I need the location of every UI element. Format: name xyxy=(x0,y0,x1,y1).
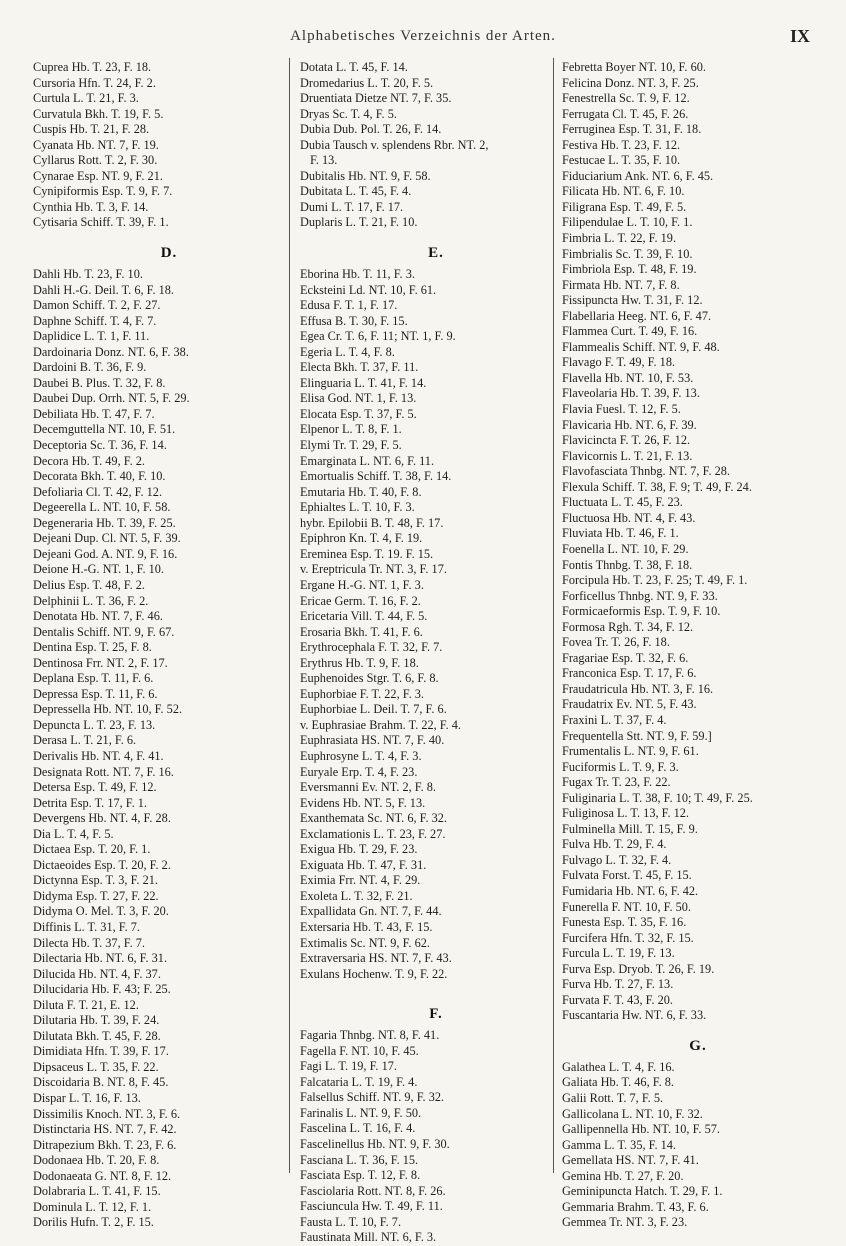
index-entry: Firmata Hb. NT. 7, F. 8. xyxy=(562,277,680,292)
index-entry: Forcipula Hb. T. 23, F. 25; T. 49, F. 1. xyxy=(562,573,748,588)
section-letter-g: G. xyxy=(689,1037,707,1054)
index-entry: Fraudatricula Hb. NT. 3, F. 16. xyxy=(562,681,714,696)
index-entry: Farinalis L. NT. 9, F. 50. xyxy=(300,1105,422,1120)
index-entry: Epiphron Kn. T. 4, F. 19. xyxy=(300,531,423,546)
index-entry: Gemmea Tr. NT. 3, F. 23. xyxy=(562,1215,688,1230)
index-entry: Fimbrialis Sc. T. 39, F. 10. xyxy=(562,246,693,261)
index-entry: Frumentalis L. NT. 9, F. 61. xyxy=(562,744,699,759)
index-entry: Euphenoides Stgr. T. 6, F. 8. xyxy=(300,671,439,686)
index-entry: Ecksteini Ld. NT. 10, F. 61. xyxy=(300,282,437,297)
index-entry: Fasciolaria Rott. NT. 8, F. 26. xyxy=(300,1183,446,1198)
index-entry: Fluctuata L. T. 45, F. 23. xyxy=(562,495,683,510)
index-entry: Egea Cr. T. 6, F. 11; NT. 1, F. 9. xyxy=(300,329,456,344)
index-entry: Depuncta L. T. 23, F. 13. xyxy=(33,717,156,732)
index-entry: Euphrasiata HS. NT. 7, F. 40. xyxy=(300,733,445,748)
index-entry: Dorilis Hufn. T. 2, F. 15. xyxy=(33,1215,154,1230)
index-entry: Daubei Dup. Orrh. NT. 5, F. 29. xyxy=(33,391,190,406)
index-entry: Falsellus Schiff. NT. 9, F. 32. xyxy=(300,1090,445,1105)
index-entry: Dictaeoides Esp. T. 20, F. 2. xyxy=(33,857,171,872)
index-entry: Exigua Hb. T. 29, F. 23. xyxy=(300,842,418,857)
index-entry: Frequentella Stt. NT. 9, F. 59.] xyxy=(562,728,712,743)
index-entry: Designata Rott. NT. 7, F. 16. xyxy=(33,764,174,779)
index-entry: Felicina Donz. NT. 3, F. 25. xyxy=(562,75,699,90)
index-entry: Formicaeformis Esp. T. 9, F. 10. xyxy=(562,604,721,619)
index-entry: F. 13. xyxy=(310,153,338,168)
index-entry: Detersa Esp. T. 49, F. 12. xyxy=(33,780,157,795)
index-entry: Ericae Germ. T. 16, F. 2. xyxy=(300,593,421,608)
index-entry: Daplidice L. T. 1, F. 11. xyxy=(33,329,150,344)
index-entry: Fiduciarium Ank. NT. 6, F. 45. xyxy=(562,168,714,183)
index-entry: Dejeani Dup. Cl. NT. 5, F. 39. xyxy=(33,531,181,546)
index-entry: Diffinis L. T. 31, F. 7. xyxy=(33,919,140,934)
index-column-3 xyxy=(562,60,834,1230)
index-entry: Depressella Hb. NT. 10, F. 52. xyxy=(33,702,183,717)
index-entry: Elocata Esp. T. 37, F. 5. xyxy=(300,406,417,421)
index-entry: Fuliginaria L. T. 38, F. 10; T. 49, F. 25. xyxy=(562,790,753,805)
index-entry: Dubitata L. T. 45, F. 4. xyxy=(300,184,412,199)
index-entry: Dubitalis Hb. NT. 9, F. 58. xyxy=(300,168,431,183)
page-header-title: Alphabetisches Verzeichnis der Arten. xyxy=(290,28,556,44)
index-entry: Dahli Hb. T. 23, F. 10. xyxy=(33,267,143,282)
section-letter-f: F. xyxy=(429,1006,443,1023)
index-entry: Dryas Sc. T. 4, F. 5. xyxy=(300,106,397,121)
index-entry: Cursoria Hfn. T. 24, F. 2. xyxy=(33,75,156,90)
index-entry: Daubei B. Plus. T. 32, F. 8. xyxy=(33,375,166,390)
index-entry: Euphrosyne L. T. 4, F. 3. xyxy=(300,748,422,763)
index-entry: Fuciformis L. T. 9, F. 3. xyxy=(562,759,679,774)
index-entry: Fagella F. NT. 10, F. 45. xyxy=(300,1043,419,1058)
index-entry: Furva Hb. T. 27, F. 13. xyxy=(562,977,674,992)
index-entry: Edusa F. T. 1, F. 17. xyxy=(300,298,398,313)
index-entry: Cynarae Esp. NT. 9, F. 21. xyxy=(33,168,163,183)
index-entry: Filipendulae L. T. 10, F. 1. xyxy=(562,215,693,230)
index-entry: Fasciata Esp. T. 12, F. 8. xyxy=(300,1168,421,1183)
index-entry: hybr. Epilobii B. T. 48, F. 17. xyxy=(300,515,444,530)
index-entry: Funerella F. NT. 10, F. 50. xyxy=(562,899,691,914)
index-entry: Fimbria L. T. 22, F. 19. xyxy=(562,231,677,246)
index-entry: Euphorbiae L. Deil. T. 7, F. 6. xyxy=(300,702,447,717)
entry-list xyxy=(562,60,834,1024)
index-entry: Degeerella L. NT. 10, F. 58. xyxy=(33,500,171,515)
index-entry: Emutaria Hb. T. 40, F. 8. xyxy=(300,484,422,499)
index-entry: Dominula L. T. 12, F. 1. xyxy=(33,1199,152,1214)
index-entry: Fasciana L. T. 36, F. 15. xyxy=(300,1152,419,1167)
index-entry: Flexula Schiff. T. 38, F. 9; T. 49, F. 24. xyxy=(562,479,752,494)
index-entry: Exulans Hochenw. T. 9, F. 22. xyxy=(300,966,448,981)
index-entry: Euphorbiae F. T. 22, F. 3. xyxy=(300,686,424,701)
index-entry: Gemellata HS. NT. 7, F. 41. xyxy=(562,1153,699,1168)
index-column-2 xyxy=(300,60,572,1245)
index-entry: Euryale Erp. T. 4, F. 23. xyxy=(300,764,418,779)
index-entry: Flabellaria Heeg. NT. 6, F. 47. xyxy=(562,308,712,323)
index-entry: Derivalis Hb. NT. 4, F. 41. xyxy=(33,748,164,763)
index-entry: Dromedarius L. T. 20, F. 5. xyxy=(300,75,434,90)
index-entry: Dentinosa Frr. NT. 2, F. 17. xyxy=(33,655,168,670)
index-entry: Dipsaceus L. T. 35, F. 22. xyxy=(33,1059,159,1074)
index-entry: Exanthemata Sc. NT. 6, F. 32. xyxy=(300,811,448,826)
index-entry: Eversmanni Ev. NT. 2, F. 8. xyxy=(300,780,436,795)
index-entry: Furva Esp. Dryob. T. 26, F. 19. xyxy=(562,961,715,976)
index-entry: Ephialtes L. T. 10, F. 3. xyxy=(300,500,415,515)
index-entry: Cytisaria Schiff. T. 39, F. 1. xyxy=(33,215,169,230)
index-entry: Erythrus Hb. T. 9, F. 18. xyxy=(300,655,419,670)
index-entry: Distinctaria HS. NT. 7, F. 42. xyxy=(33,1122,177,1137)
index-entry: Ericetaria Vill. T. 44, F. 5. xyxy=(300,609,428,624)
index-entry: Furvata F. T. 43, F. 20. xyxy=(562,992,673,1007)
index-entry: Gallicolana L. NT. 10, F. 32. xyxy=(562,1106,703,1121)
index-entry: Dejeani God. A. NT. 9, F. 16. xyxy=(33,546,178,561)
index-entry: Deione H.-G. NT. 1, F. 10. xyxy=(33,562,164,577)
index-entry: Dictynna Esp. T. 3, F. 21. xyxy=(33,873,158,888)
index-entry: Dilutata Bkh. T. 45, F. 28. xyxy=(33,1028,161,1043)
index-entry: Emortualis Schiff. T. 38, F. 14. xyxy=(300,469,452,484)
index-entry: Festucae L. T. 35, F. 10. xyxy=(562,153,681,168)
index-entry: Fascelinellus Hb. NT. 9, F. 30. xyxy=(300,1137,450,1151)
index-entry: Fenestrella Sc. T. 9, F. 12. xyxy=(562,91,690,106)
index-entry: Didyma O. Mel. T. 3, F. 20. xyxy=(33,904,169,919)
index-entry: Emarginata L. NT. 6, F. 11. xyxy=(300,453,435,468)
index-entry: Decorata Bkh. T. 40, F. 10. xyxy=(33,469,166,484)
index-entry: Gemina Hb. T. 27, F. 20. xyxy=(562,1168,684,1183)
index-entry: Elisa God. NT. 1, F. 13. xyxy=(300,391,417,406)
index-entry: Flavofasciata Thnbg. NT. 7, F. 28. xyxy=(562,464,730,479)
index-entry: Falcataria L. T. 19, F. 4. xyxy=(300,1074,418,1089)
index-entry: v. Ereptricula Tr. NT. 3, F. 17. xyxy=(300,562,447,577)
index-entry: Defoliaria Cl. T. 42, F. 12. xyxy=(33,484,163,499)
index-entry: Evidens Hb. NT. 5, F. 13. xyxy=(300,795,426,810)
index-entry: Dia L. T. 4, F. 5. xyxy=(33,826,114,841)
index-entry: Flavia Fuesl. T. 12, F. 5. xyxy=(562,402,681,417)
index-entry: Deceptoria Sc. T. 36, F. 14. xyxy=(33,438,167,453)
index-entry: Fulva Hb. T. 29, F. 4. xyxy=(562,837,667,852)
index-entry: Dilectaria Hb. NT. 6, F. 31. xyxy=(33,951,168,966)
index-entry: Fluctuosa Hb. NT. 4, F. 43. xyxy=(562,510,696,525)
index-entry: Fragariae Esp. T. 32, F. 6. xyxy=(562,650,689,665)
index-entry: Devergens Hb. NT. 4, F. 28. xyxy=(33,811,171,826)
index-entry: Dotata L. T. 45, F. 14. xyxy=(300,60,408,74)
index-entry: Delphinii L. T. 36, F. 2. xyxy=(33,593,149,608)
index-entry: Dilucida Hb. NT. 4, F. 37. xyxy=(33,966,161,981)
index-entry: Geminipuncta Hatch. T. 29, F. 1. xyxy=(562,1184,723,1199)
index-entry: Fraxini L. T. 37, F. 4. xyxy=(562,712,667,727)
index-entry: Dilecta Hb. T. 37, F. 7. xyxy=(33,935,145,950)
index-entry: Dahli H.-G. Deil. T. 6, F. 18. xyxy=(33,282,174,297)
index-entry: Dardoini B. T. 36, F. 9. xyxy=(33,360,147,375)
index-entry: Duplaris L. T. 21, F. 10. xyxy=(300,215,418,230)
index-entry: Debiliata Hb. T. 47, F. 7. xyxy=(33,406,155,421)
index-entry: Galiata Hb. T. 46, F. 8. xyxy=(562,1075,674,1090)
index-entry: Flammea Curt. T. 49, F. 16. xyxy=(562,324,698,339)
index-entry: Dardoinaria Donz. NT. 6, F. 38. xyxy=(33,344,189,359)
index-entry: Fulvago L. T. 32, F. 4. xyxy=(562,852,672,867)
index-entry: Forficellus Thnbg. NT. 9, F. 33. xyxy=(562,588,718,603)
entry-list xyxy=(300,1028,572,1246)
index-entry: Fuscantaria Hw. NT. 6, F. 33. xyxy=(562,1008,707,1023)
index-entry: Dispar L. T. 16, F. 13. xyxy=(33,1091,141,1105)
index-entry: Fontis Thnbg. T. 38, F. 18. xyxy=(562,557,693,572)
index-entry: Cuprea Hb. T. 23, F. 18. xyxy=(33,60,152,74)
index-entry: Flammealis Schiff. NT. 9, F. 48. xyxy=(562,339,720,354)
index-entry: Dilutaria Hb. T. 39, F. 24. xyxy=(33,1013,160,1028)
index-entry: Funesta Esp. T. 35, F. 16. xyxy=(562,915,687,930)
index-entry: Dictaea Esp. T. 20, F. 1. xyxy=(33,842,151,857)
index-entry: Ditrapezium Bkh. T. 23, F. 6. xyxy=(33,1137,177,1152)
index-entry: Erythrocephala F. T. 32, F. 7. xyxy=(300,640,443,655)
index-entry: Franconica Esp. T. 17, F. 6. xyxy=(562,666,697,681)
index-entry: Fagi L. T. 19, F. 17. xyxy=(300,1059,397,1074)
index-entry: Discoidaria B. NT. 8, F. 45. xyxy=(33,1075,169,1090)
index-entry: Galathea L. T. 4, F. 16. xyxy=(562,1059,675,1074)
index-entry: Festiva Hb. T. 23, F. 12. xyxy=(562,137,681,152)
index-entry: Denotata Hb. NT. 7, F. 46. xyxy=(33,609,163,624)
entry-list xyxy=(300,267,572,982)
index-entry: Fulvata Forst. T. 45, F. 15. xyxy=(562,868,692,883)
index-column-1 xyxy=(33,60,305,1230)
index-entry: Dodonaeata G. NT. 8, F. 12. xyxy=(33,1168,172,1183)
index-entry: Flavicaria Hb. NT. 6, F. 39. xyxy=(562,417,697,432)
index-entry: Dumi L. T. 17, F. 17. xyxy=(300,199,404,214)
index-entry: Dimidiata Hfn. T. 39, F. 17. xyxy=(33,1044,169,1059)
index-entry: Exclamationis L. T. 23, F. 27. xyxy=(300,826,446,841)
index-entry: Formosa Rgh. T. 34, F. 12. xyxy=(562,619,694,634)
index-entry: Fuliginosa L. T. 13, F. 12. xyxy=(562,806,690,821)
index-entry: Curvatula Bkh. T. 19, F. 5. xyxy=(33,106,164,121)
index-entry: v. Euphrasiae Brahm. T. 22, F. 4. xyxy=(300,717,462,732)
index-entry: Exiguata Hb. T. 47, F. 31. xyxy=(300,857,427,872)
index-entry: Dentina Esp. T. 25, F. 8. xyxy=(33,640,152,655)
index-entry: Gamma L. T. 35, F. 14. xyxy=(562,1137,677,1152)
index-entry: Eborina Hb. T. 11, F. 3. xyxy=(300,267,415,282)
index-entry: Egeria L. T. 4, F. 8. xyxy=(300,344,395,359)
index-entry: Damon Schiff. T. 2, F. 27. xyxy=(33,298,161,313)
index-entry: Cyllarus Rott. T. 2, F. 30. xyxy=(33,153,158,168)
index-entry: Ferruginea Esp. T. 31, F. 18. xyxy=(562,122,702,137)
index-entry: Foenella L. NT. 10, F. 29. xyxy=(562,541,689,556)
index-entry: Furcifera Hfn. T. 32, F. 15. xyxy=(562,930,694,945)
entry-list xyxy=(33,267,305,1231)
index-entry: Dentalis Schiff. NT. 9, F. 67. xyxy=(33,624,175,639)
index-entry: Fumidaria Hb. NT. 6, F. 42. xyxy=(562,883,699,898)
index-entry: Galii Rott. T. 7, F. 5. xyxy=(562,1091,664,1105)
index-entry: Fraudatrix Ev. NT. 5, F. 43. xyxy=(562,697,697,712)
index-entry: Dolabraria L. T. 41, F. 15. xyxy=(33,1184,161,1199)
index-entry: Deplana Esp. T. 11, F. 6. xyxy=(33,671,154,686)
index-entry: Decora Hb. T. 49, F. 2. xyxy=(33,453,145,468)
entry-list xyxy=(562,1060,834,1231)
index-entry: Degeneraria Hb. T. 39, F. 25. xyxy=(33,515,176,530)
index-entry: Ergane H.-G. NT. 1, F. 3. xyxy=(300,577,424,592)
index-entry: Expallidata Gn. NT. 7, F. 44. xyxy=(300,904,442,919)
index-entry: Derasa L. T. 21, F. 6. xyxy=(33,733,137,748)
index-entry: Fluviata Hb. T. 46, F. 1. xyxy=(562,526,679,541)
index-entry: Depressa Esp. T. 11, F. 6. xyxy=(33,686,158,701)
index-entry: Gemmaria Brahm. T. 43, F. 6. xyxy=(562,1199,709,1214)
index-entry: Electa Bkh. T. 37, F. 11. xyxy=(300,360,419,375)
index-entry: Dissimilis Knoch. NT. 3, F. 6. xyxy=(33,1106,181,1121)
index-entry: Fagaria Thnbg. NT. 8, F. 41. xyxy=(300,1028,440,1043)
index-entry: Furcula L. T. 19, F. 13. xyxy=(562,946,675,961)
index-entry: Filicata Hb. NT. 6, F. 10. xyxy=(562,184,685,199)
page-number: IX xyxy=(790,26,811,46)
index-entry: Fascelina L. T. 16, F. 4. xyxy=(300,1121,416,1136)
index-entry: Dilucidaria Hb. F. 43; F. 25. xyxy=(33,982,171,997)
entry-list xyxy=(33,60,305,231)
index-entry: Flavella Hb. NT. 10, F. 53. xyxy=(562,370,694,385)
index-entry: Exoleta L. T. 32, F. 21. xyxy=(300,888,413,903)
index-entry: Flaveolaria Hb. T. 39, F. 13. xyxy=(562,386,700,401)
index-entry: Fissipuncta Hw. T. 31, F. 12. xyxy=(562,293,703,308)
index-entry: Extersaria Hb. T. 43, F. 15. xyxy=(300,919,433,934)
index-entry: Extraversaria HS. NT. 7, F. 43. xyxy=(300,951,452,966)
index-entry: Flavago F. T. 49, F. 18. xyxy=(562,355,676,370)
entry-list xyxy=(300,60,572,231)
index-entry: Cyanata Hb. NT. 7, F. 19. xyxy=(33,137,159,152)
index-entry: Effusa B. T. 30, F. 15. xyxy=(300,313,408,328)
section-letter-d: D. xyxy=(160,245,178,262)
index-entry: Dubia Tausch v. splendens Rbr. NT. 2, xyxy=(300,137,489,152)
index-entry: Flavicornis L. T. 21, F. 13. xyxy=(562,448,693,463)
index-entry: Flavicincta F. T. 26, F. 12. xyxy=(562,433,691,448)
index-entry: Erosaria Bkh. T. 41, F. 6. xyxy=(300,624,423,639)
index-entry: Fugax Tr. T. 23, F. 22. xyxy=(562,775,671,790)
index-entry: Cuspis Hb. T. 21, F. 28. xyxy=(33,122,150,137)
index-entry: Dubia Dub. Pol. T. 26, F. 14. xyxy=(300,122,442,137)
index-entry: Curtula L. T. 21, F. 3. xyxy=(33,91,139,106)
index-entry: Fimbriola Esp. T. 48, F. 19. xyxy=(562,262,697,277)
index-entry: Filigrana Esp. T. 49, F. 5. xyxy=(562,199,687,214)
index-entry: Delius Esp. T. 48, F. 2. xyxy=(33,577,145,592)
index-entry: Cynthia Hb. T. 3, F. 14. xyxy=(33,199,149,214)
index-entry: Detrita Esp. T. 17, F. 1. xyxy=(33,795,148,810)
index-entry: Decemguttella NT. 10, F. 51. xyxy=(33,422,176,437)
index-entry: Druentiata Dietze NT. 7, F. 35. xyxy=(300,91,452,106)
index-entry: Fulminella Mill. T. 15, F. 9. xyxy=(562,821,698,836)
index-entry: Extimalis Sc. NT. 9, F. 62. xyxy=(300,935,430,950)
index-entry: Ereminea Esp. T. 19. F. 15. xyxy=(300,546,434,561)
index-entry: Cynipiformis Esp. T. 9, F. 7. xyxy=(33,184,173,199)
index-entry: Didyma Esp. T. 27, F. 22. xyxy=(33,888,159,903)
index-entry: Gallipennella Hb. NT. 10, F. 57. xyxy=(562,1122,720,1137)
index-entry: Elinguaria L. T. 41, F. 14. xyxy=(300,375,427,390)
index-entry: Daphne Schiff. T. 4, F. 7. xyxy=(33,313,157,328)
index-entry: Ferrugata Cl. T. 45, F. 26. xyxy=(562,106,689,121)
index-entry: Dodonaea Hb. T. 20, F. 8. xyxy=(33,1153,160,1168)
index-entry: Elpenor L. T. 8, F. 1. xyxy=(300,422,402,437)
index-entry: Fasciuncula Hw. T. 49, F. 11. xyxy=(300,1199,443,1214)
index-entry: Faustinata Mill. NT. 6, F. 3. xyxy=(300,1230,437,1245)
index-entry: Fovea Tr. T. 26, F. 18. xyxy=(562,635,670,650)
index-entry: Elymi Tr. T. 29, F. 5. xyxy=(300,438,402,453)
index-entry: Fausta L. T. 10, F. 7. xyxy=(300,1214,402,1229)
index-entry: Febretta Boyer NT. 10, F. 60. xyxy=(562,60,706,74)
index-entry: Diluta F. T. 21, E. 12. xyxy=(33,997,139,1012)
section-letter-e: E. xyxy=(428,245,444,262)
index-entry: Eximia Frr. NT. 4, F. 29. xyxy=(300,873,421,888)
